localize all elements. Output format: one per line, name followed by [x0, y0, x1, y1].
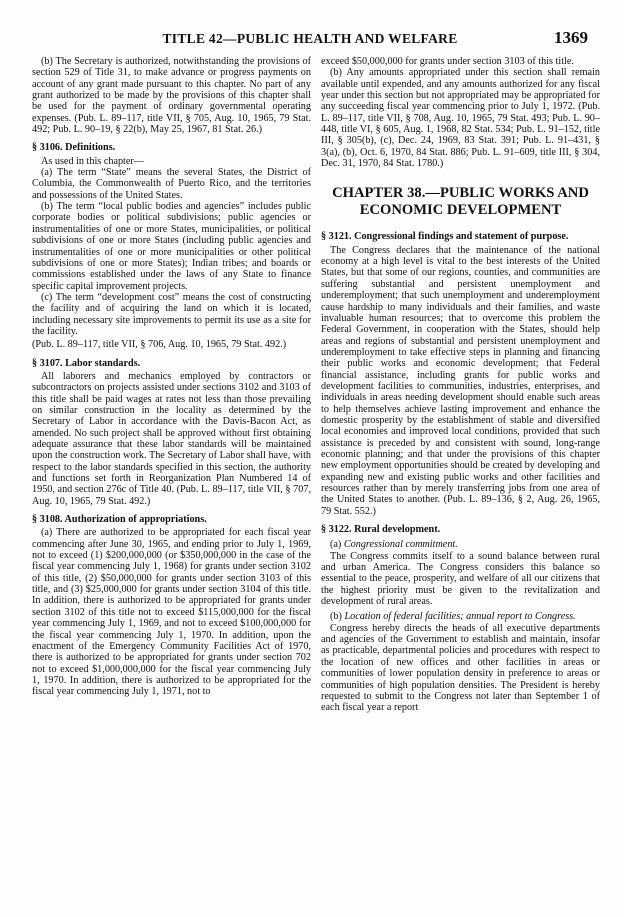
section-3122-a-title: Congressional commitment.	[343, 539, 458, 551]
section-3106-c: (c) The term “development cost” means the cost of constructing the facility and of acquiring the land on which it is located, including necessary site improvements to permit its use as a site for the facility.	[32, 291, 311, 337]
section-3122-b-title: Location of federal facilities; annual report to Congress.	[344, 611, 576, 623]
section-3122-b-label: (b)	[330, 611, 345, 623]
page-number: 1369	[554, 28, 588, 47]
section-3122-b-heading	[321, 611, 600, 622]
chapter-heading: CHAPTER 38.—PUBLIC WORKS AND ECONOMIC DEVELOPMENT	[332, 185, 589, 219]
right-column	[321, 56, 600, 714]
section-3122-a-heading	[321, 539, 600, 550]
section-3106-citation: (Pub. L. 89–117, title VII, § 706, Aug. 10, 1965, 79 Stat. 492.)	[32, 339, 287, 351]
section-3107-heading: § 3107. Labor standards.	[32, 357, 141, 369]
paragraph-3105-b: (b) The Secretary is authorized, notwithstanding the provisions of section 529 of Title 31, to make advance or progress payments on account of any grant made pursuant to this chapter. No part of any grant authorized to be made by the provisions of this chapter shall be used for the payment of ordinary governmental operating expenses. (Pub. L. 89–117, title VII, § 705, Aug. 10, 1965, 79 Stat. 492; Pub. L. 90–19, § 22(b), May 25, 1967, 81 Stat. 26.)	[32, 56, 311, 136]
section-3106-intro: As used in this chapter—	[41, 155, 144, 167]
left-column	[32, 56, 311, 698]
section-3106-a	[32, 167, 311, 201]
section-3106-b: (b) The term “local public bodies and agencies” includes public corporate bodies or political subdivisions; public agencies or instrumentalities of one or more States, municipalities, or political subdivisions of one or more States (including public agencies and instrumentalities of one or more municipalities or other political subdivisions of one or more States); Indian tribes; and boards or commissions established under the laws of any State to finance specific capital improvement projects.	[32, 201, 311, 292]
section-3108-heading: § 3108. Authorization of appropriations.	[32, 514, 207, 526]
section-3121-heading: § 3121. Congressional findings and statement of purpose.	[321, 231, 569, 243]
section-3122-a-text: The Congress commits itself to a sound balance between rural and urban America. The Congress considers this balance so essential to the peace, prosperity, and welfare of all our citizens that the highest priority must be given to the revitalization and development of rural areas.	[321, 550, 600, 608]
section-3108-a: (a) There are authorized to be appropriated for each fiscal year commencing after June 30, 1965, and ending prior to July 1, 1969, not to exceed (1) $200,000,000 (or $350,000,000 in the case of the fiscal year commencing July 1, 1968) for grants under section 3102 of this title, (2) $50,000,000 for grants under section 3103 of this title, and (3) $25,000,000 for grants under section 3104 of this title. In addition, there is authorized to be appropriated for grants under section 3102 of this title not to exceed $115,000,000 for the fiscal year commencing July 1, 1969, and not to exceed $100,000,000 for the fiscal year commencing July 1, 1970. In addition, upon the enactment of the Emergency Community Facilities Act of 1970, there is authorized to be appropriated for grants under section 702 not to exceed $1,000,000,000 for the fiscal year commencing July 1, 1970. In addition, there is authorized to be appropriated for the fiscal year commencing July 1, 1971, not to	[32, 527, 311, 698]
section-3122-b-text: Congress hereby directs the heads of all executive departments and agencies of the Government to establish and maintain, insofar as practicable, departmental policies and procedures with respect to the location of new offices and other facilities in areas or communities of lower population density in preference to areas or communities of high population densities. The President is hereby requested to submit to the Congress not later than September 1 of each fiscal year a report	[321, 622, 600, 714]
header-title: TITLE 42—PUBLIC HEALTH AND WELFARE	[162, 31, 458, 46]
running-header	[32, 30, 588, 50]
section-3121-text: The Congress declares that the maintenance of the national economy at a high level is vital to the best interests of the United States, but that some of our regions, counties, and communities are suffering substantial and persistent unemployment and underemployment; that such unemployment and underemployment cause hardship to many individuals and their families, and waste invaluable human resources; that to overcome this problem the Federal Government, in cooperation with the States, should help areas and regions of substantial and persistent unemployment and underemployment to take effective steps in planning and financing their public works and economic development; that Federal financial assistance, including grants for public works and development facilities to communities, industries, enterprises, and individuals in areas needing development should enable such areas to help themselves achieve lasting improvement and enhance the domestic prosperity by the establishment of stable and diversified local economies and improved local conditions, provided that such assistance is preceded by and consistent with sound, long-range economic planning; and that under the provisions of this chapter new employment opportunities should be created by developing and expanding new and existing public works and other facilities and resources rather than by merely transferring jobs from one area of the United States to another. (Pub. L. 89–136, § 2, Aug. 26, 1965, 79 Stat. 552.)	[321, 244, 600, 517]
section-3108-a-continued: exceed $50,000,000 for grants under section 3103 of this title.	[321, 56, 574, 67]
section-3107-text: All laborers and mechanics employed by contractors or subcontractors on projects assisted under sections 3102 and 3103 of this title shall be paid wages at rates not less than those prevailing on similar construction in the locality as determined by the Secretary of Labor in accordance with the Davis-Bacon Act, as amended. No such project shall be approved without first obtaining adequate assurance that these labor standards will be maintained upon the construction work. The Secretary of Labor shall have, with respect to the labor standards specified in this section, the authority and functions set forth in Reorganization Plan Numbered 14 of 1950, and section 276c of Title 40. (Pub. L. 89–117, title VII, § 707, Aug. 10, 1965, 79 Stat. 492.)	[32, 370, 311, 507]
section-3106-a-text: (a) The term “State” means the several States, the District of Columbia, the Commonwealth of Puerto Rico, and the territories and possessions of the United States.	[32, 167, 311, 201]
section-3122-heading: § 3122. Rural development.	[321, 524, 441, 536]
section-3122-a-label: (a)	[330, 539, 344, 551]
section-3108-b: (b) Any amounts appropriated under this section shall remain available until expended, and any amounts authorized for any fiscal year under this section but not appropriated may be appropriated for any succeeding fiscal year commencing prior to July 1, 1972. (Pub. L. 89–117, title VII, § 708, Aug. 10, 1965, 79 Stat. 493; Pub. L. 90–448, title VI, § 605, Aug. 1, 1968, 82 Stat. 534; Pub. L. 91–152, title III, § 305(b), (c), Dec. 24, 1969, 83 Stat. 391; Pub. L. 91–431, § 3(a), (b), Oct. 6, 1970, 84 Stat. 886; Pub. L. 91–609, title III, § 304, Dec. 31, 1970, 84 Stat. 1780.)	[321, 67, 600, 170]
section-3106-heading: § 3106. Definitions.	[32, 142, 116, 154]
